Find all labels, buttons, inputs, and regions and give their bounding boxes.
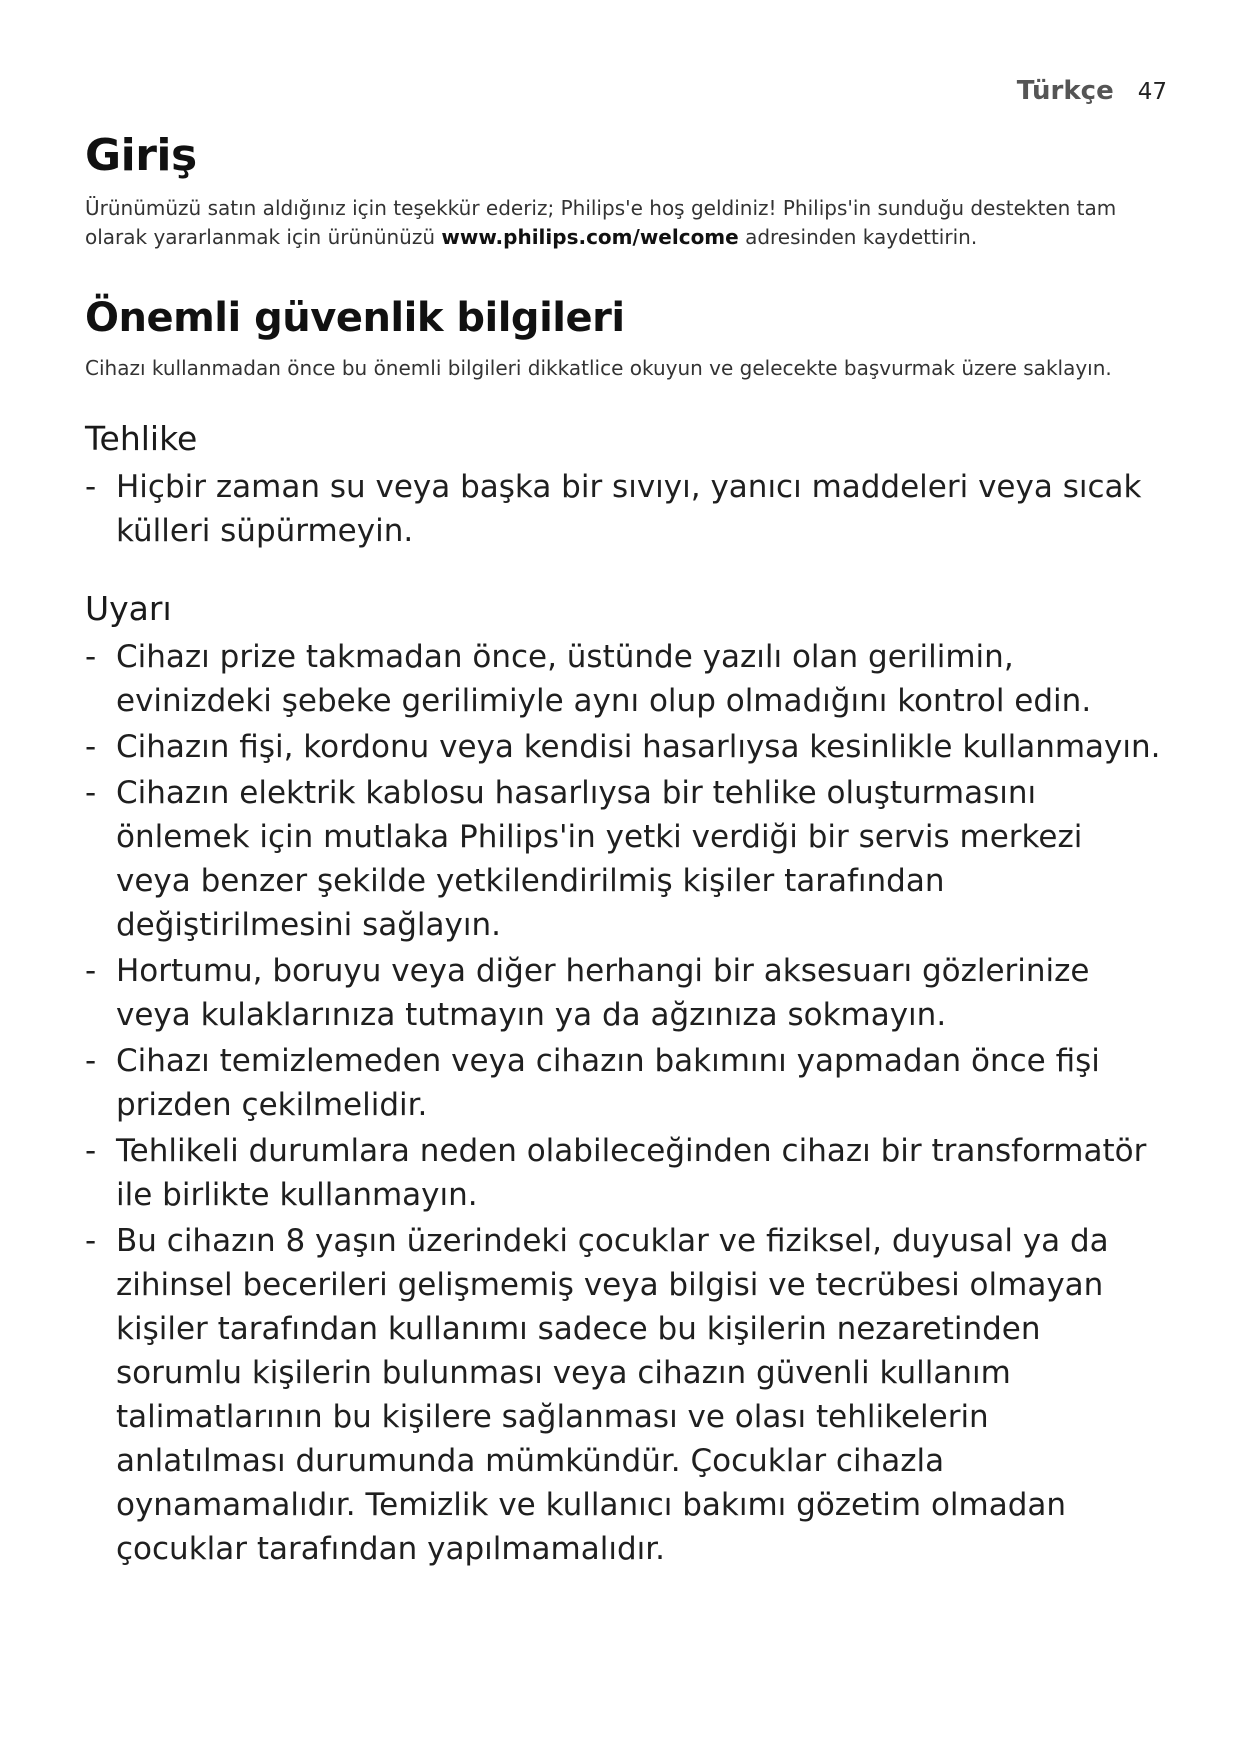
welcome-link: www.philips.com/welcome bbox=[441, 225, 739, 249]
warning-item bbox=[85, 1219, 1165, 1571]
danger-heading: Tehlike bbox=[85, 419, 198, 458]
danger-list bbox=[85, 465, 1165, 553]
warning-item bbox=[85, 1129, 1165, 1217]
bullet-dash: - bbox=[85, 953, 97, 989]
page-header bbox=[1017, 76, 1167, 106]
bullet-dash: - bbox=[85, 1133, 97, 1169]
intro-text-end: adresinden kaydettirin. bbox=[738, 225, 978, 249]
page-content bbox=[85, 128, 1165, 1571]
warning-item bbox=[85, 1039, 1165, 1127]
danger-item bbox=[85, 465, 1165, 553]
warning-item-text: Cihazın elektrik kablosu hasarlıysa bir tehlike oluşturmasını önlemek için mutlaka Philips'in yetki verdiği bir servis merkezi veya benzer şekilde yetkilendirilmiş kişiler tarafından değiştirilmesini sağlayın. bbox=[116, 775, 1083, 943]
warning-item bbox=[85, 725, 1165, 769]
warning-item-text: Bu cihazın 8 yaşın üzerindeki çocuklar ve fiziksel, duyusal ya da zihinsel becerileri gelişmemiş veya bilgisi ve tecrübesi olmayan kişiler tarafından kullanımı sadece bu kişilerin nezaretinden sorumlu kişilerin bulunması veya cihazın güvenli kullanım talimatlarının bu kişilere sağlanması ve olası tehlikelerin anlatılması durumunda mümkündür. Çocuklar cihazla oynamamalıdır. Temizlik ve kullanıcı bakımı gözetim olmadan çocuklar tarafından yapılmamalıdır. bbox=[116, 1223, 1109, 1567]
warning-item bbox=[85, 949, 1165, 1037]
intro-paragraph bbox=[85, 194, 1165, 252]
warning-item-text: Cihazı prize takmadan önce, üstünde yazılı olan gerilimin, evinizdeki şebeke gerilimiyle aynı olup olmadığını kontrol edin. bbox=[116, 639, 1092, 719]
warning-item bbox=[85, 771, 1165, 947]
bullet-dash: - bbox=[85, 1223, 97, 1259]
warning-item-text: Cihazı temizlemeden veya cihazın bakımını yapmadan önce fişi prizden çekilmelidir. bbox=[116, 1043, 1100, 1123]
bullet-dash: - bbox=[85, 469, 97, 505]
bullet-dash: - bbox=[85, 775, 97, 811]
language-label: Türkçe bbox=[1016, 76, 1114, 106]
bullet-dash: - bbox=[85, 729, 97, 765]
warning-item bbox=[85, 635, 1165, 723]
bullet-dash: - bbox=[85, 639, 97, 675]
danger-item-text: Hiçbir zaman su veya başka bir sıvıyı, yanıcı maddeleri veya sıcak külleri süpürmeyin. bbox=[116, 469, 1142, 549]
intro-title: Giriş bbox=[85, 130, 197, 181]
warning-item-text: Cihazın fişi, kordonu veya kendisi hasarlıysa kesinlikle kullanmayın. bbox=[116, 729, 1161, 765]
warning-item-text: Hortumu, boruyu veya diğer herhangi bir aksesuarı gözlerinize veya kulaklarınıza tutmayın ya da ağzınıza sokmayın. bbox=[116, 953, 1090, 1033]
page-number: 47 bbox=[1137, 79, 1167, 105]
bullet-dash: - bbox=[85, 1043, 97, 1079]
intro-text: Ürünümüzü satın aldığınız için teşekkür ederiz; Philips'e hoş geldiniz! Philips'in sunduğu destekten tam olarak yararlanmak için ürününüzü bbox=[85, 196, 1117, 249]
safety-title: Önemli güvenlik bilgileri bbox=[85, 295, 625, 341]
warning-item-text: Tehlikeli durumlara neden olabileceğinden cihazı bir transformatör ile birlikte kullanmayın. bbox=[116, 1133, 1147, 1213]
warning-list bbox=[85, 635, 1165, 1571]
safety-intro: Cihazı kullanmadan önce bu önemli bilgileri dikkatlice okuyun ve gelecekte başvurmak üzere saklayın. bbox=[85, 356, 1112, 380]
warning-heading: Uyarı bbox=[85, 589, 172, 628]
